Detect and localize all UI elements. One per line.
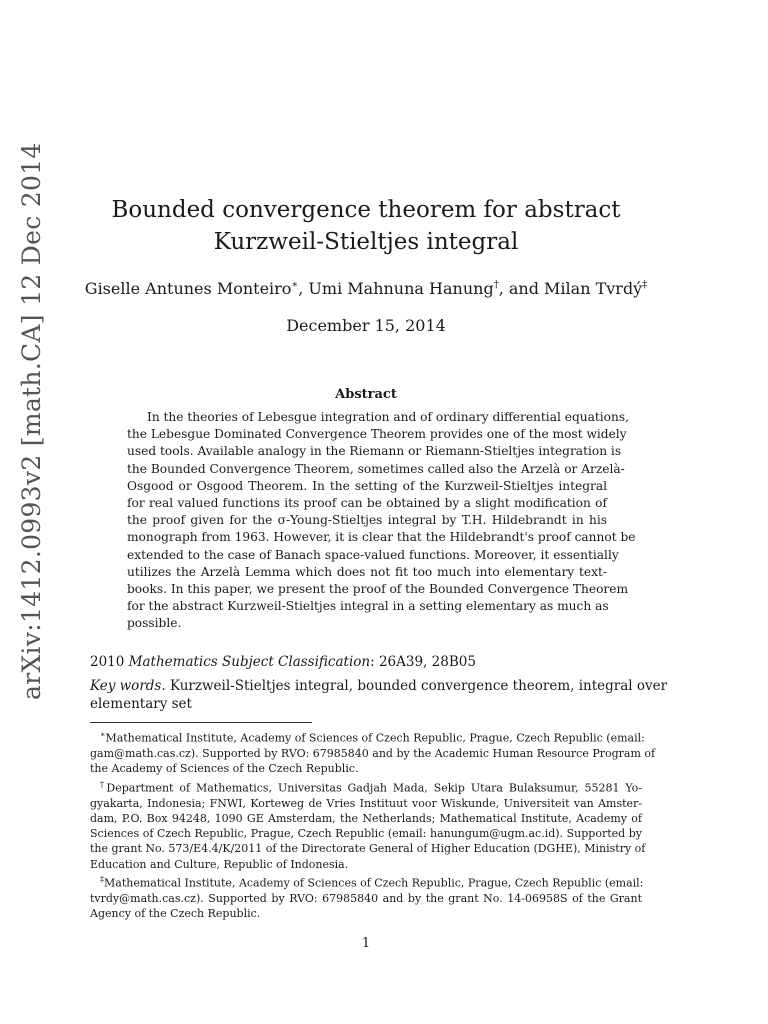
paper-title <box>90 194 642 258</box>
paper-date: December 15, 2014 <box>286 316 446 335</box>
page-number: 1 <box>361 936 371 951</box>
footnote-text: Mathematical Institute, Academy of Sciences of Czech Republic, Prague, Czech Republic (email: <box>104 876 644 890</box>
abstract-line: for real valued functions its proof can be obtained by a slight modification of <box>127 496 607 511</box>
footnote-line <box>90 872 642 891</box>
footnote-line <box>90 777 642 796</box>
author-footnote-mark: † <box>493 279 499 291</box>
abstract-line: used tools. Available analogy in the Riemann or Riemann-Stieltjes integration is <box>127 444 622 459</box>
keywords-label: Key words. <box>90 678 166 694</box>
msc-codes: : 26A39, 28B05 <box>370 654 476 670</box>
footnote-text: Department of Mathematics, Universitas Gadjah Mada, Sekip Utara Bulaksumur, 55281 Yo- <box>106 781 643 795</box>
keywords-text: Kurzweil-Stieltjes integral, bounded convergence theorem, integral over <box>169 678 668 694</box>
abstract-body <box>127 409 636 633</box>
footnote-line: Sciences of Czech Republic, Prague, Czech Republic (email: hanungum@ugm.ac.id). Supported by <box>90 827 642 841</box>
keywords <box>90 677 668 713</box>
author-footnote-mark: ‡ <box>642 279 648 291</box>
footnote-line: tvrdy@math.cas.cz). Supported by RVO: 67985840 and by the grant No. 14-06958S of the Grant <box>90 891 642 905</box>
author-separator: , and <box>498 279 545 298</box>
keywords-line-1 <box>90 677 668 695</box>
abstract-line: extended to the case of Banach space-valued functions. Moreover, it essentially <box>127 547 619 562</box>
abstract-line: for the abstract Kurzweil-Stieltjes integral in a setting elementary as much as <box>127 599 609 614</box>
msc-classification <box>90 654 476 670</box>
author-name: Umi Mahnuna Hanung <box>308 279 494 298</box>
msc-year: 2010 <box>90 654 125 670</box>
title-line-2: Kurzweil-Stieltjes integral <box>213 229 519 255</box>
title-line-1: Bounded convergence theorem for abstract <box>111 197 621 223</box>
footnote-divider <box>90 722 312 723</box>
footnote-text: Mathematical Institute, Academy of Sciences of Czech Republic, Prague, Czech Republic (email: <box>105 731 645 745</box>
abstract-line: the Lebesgue Dominated Convergence Theorem provides one of the most widely <box>127 427 627 442</box>
author-name: Giselle Antunes Monteiro <box>84 279 292 298</box>
footnote-mark: ∗ <box>100 730 106 739</box>
author-name: Milan Tvrdý <box>544 279 643 298</box>
abstract-line: possible. <box>127 616 182 631</box>
footnote-line <box>90 727 645 746</box>
abstract-line: In the theories of Lebesgue integration and of ordinary differential equations, <box>147 410 629 424</box>
arxiv-identifier: arXiv:1412.0993v2 [math.CA] 12 Dec 2014 <box>17 142 46 700</box>
footnotes <box>90 727 656 922</box>
author-separator: , <box>298 279 309 298</box>
abstract-line: monograph from 1963. However, it is clear that the Hildebrandt's proof cannot be <box>127 530 636 545</box>
footnote-affiliation-1 <box>90 727 656 777</box>
abstract-line: Osgood or Osgood Theorem. In the setting of the Kurzweil-Stieltjes integral <box>127 478 607 493</box>
keywords-line-2: elementary set <box>90 696 192 712</box>
abstract-line: the proof given for the σ-Young-Stieltjes integral by T.H. Hildebrandt in his <box>127 513 607 528</box>
footnote-affiliation-2 <box>90 777 646 872</box>
footnote-mark: ‡ <box>100 874 104 884</box>
abstract-line: books. In this paper, we present the proof of the Bounded Convergence Theorem <box>127 582 629 597</box>
author-list <box>60 279 672 298</box>
abstract-heading: Abstract <box>335 387 397 402</box>
footnote-line: the Academy of Sciences of the Czech Republic. <box>90 762 359 776</box>
footnote-line: gam@math.cas.cz). Supported by RVO: 67985840 and by the Academic Human Resource Program of <box>90 746 656 760</box>
author-footnote-mark: ∗ <box>291 279 299 291</box>
footnote-line: dam, P.O. Box 94248, 1090 GE Amsterdam, the Netherlands; Mathematical Institute, Academy of <box>90 811 642 825</box>
footnote-mark: † <box>100 779 107 789</box>
footnote-line: Education and Culture, Republic of Indonesia. <box>90 857 349 871</box>
abstract-line: the Bounded Convergence Theorem, sometimes called also the Arzelà or Arzelà- <box>127 461 625 476</box>
footnote-line: the grant No. 573/E4.4/K/2011 of the Directorate General of Higher Education (DGHE), Ministry of <box>90 842 646 856</box>
abstract-line: utilizes the Arzelà Lemma which does not fit too much into elementary text- <box>127 564 607 579</box>
msc-label: Mathematics Subject Classification <box>128 654 371 670</box>
footnote-affiliation-3 <box>90 872 642 922</box>
footnote-line: gyakarta, Indonesia; FNWI, Korteweg de Vries Instituut voor Wiskunde, Universiteit van Amster- <box>90 796 642 810</box>
footnote-line: Agency of the Czech Republic. <box>90 907 261 921</box>
